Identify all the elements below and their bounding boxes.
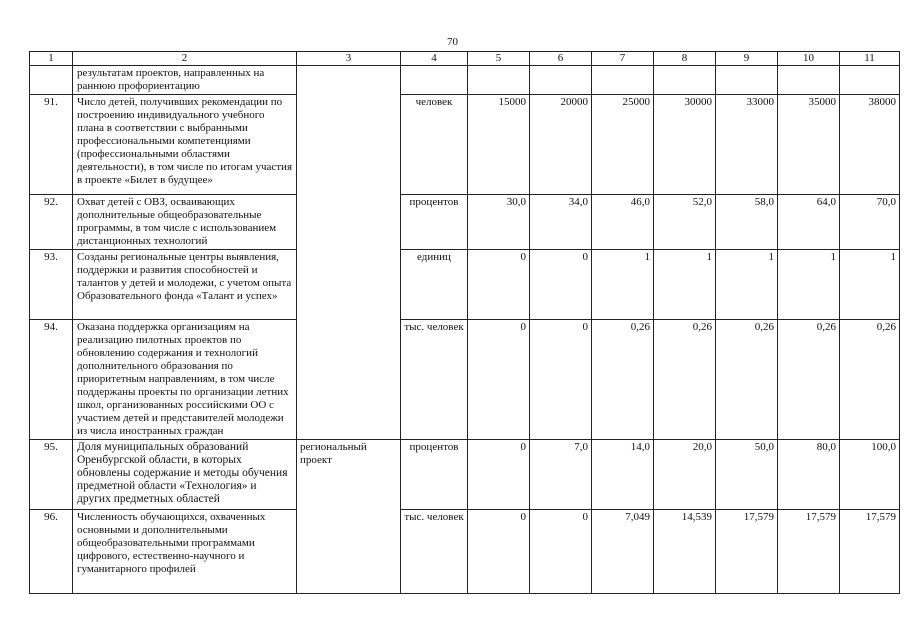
value-cell: 25000 <box>592 95 654 195</box>
description-cell: Доля муниципальных образований Оренбургской области, в которых обновлены содержание и методы обучения предметной области «Технология» и других предметных областей <box>73 440 297 510</box>
value-cell: 0 <box>468 510 530 594</box>
source-cell <box>297 66 401 440</box>
page-number: 70 <box>447 36 458 48</box>
table-row <box>30 95 900 195</box>
value-cell: 7,049 <box>592 510 654 594</box>
value-cell: 0,26 <box>778 320 840 440</box>
value-cell: 46,0 <box>592 195 654 250</box>
value-cell: 0 <box>530 320 592 440</box>
value-cell: 0,26 <box>840 320 900 440</box>
header-cell: 3 <box>297 52 401 66</box>
value-cell: 20,0 <box>654 440 716 510</box>
header-cell: 2 <box>73 52 297 66</box>
value-cell: 14,539 <box>654 510 716 594</box>
value-cell: 20000 <box>530 95 592 195</box>
description-cell: Оказана поддержка организациям на реализацию пилотных проектов по обновлению содержания и технологий дополнительного образования по приоритетным направлениям, в том числе поддержаны проекты по организации летних школ, организованных российскими ОО с участием детей и представителей молодежи из числа иностранных граждан <box>73 320 297 440</box>
value-cell: 1 <box>840 250 900 320</box>
header-cell: 10 <box>778 52 840 66</box>
value-cell <box>468 66 530 95</box>
header-cell: 11 <box>840 52 900 66</box>
value-cell: 80,0 <box>778 440 840 510</box>
value-cell <box>592 66 654 95</box>
value-cell: 30,0 <box>468 195 530 250</box>
unit-cell <box>401 66 468 95</box>
value-cell: 17,579 <box>840 510 900 594</box>
value-cell: 7,0 <box>530 440 592 510</box>
value-cell: 64,0 <box>778 195 840 250</box>
value-cell: 70,0 <box>840 195 900 250</box>
value-cell: 1 <box>716 250 778 320</box>
value-cell <box>840 66 900 95</box>
description-cell: Созданы региональные центры выявления, поддержки и развития способностей и талантов у детей и молодежи, с учетом опыта Образовательного фонда «Талант и успех» <box>73 250 297 320</box>
source-cell: региональный проект <box>297 440 401 594</box>
value-cell: 17,579 <box>716 510 778 594</box>
header-cell: 1 <box>30 52 73 66</box>
header-cell: 8 <box>654 52 716 66</box>
description-cell: результатам проектов, направленных на раннюю профориентацию <box>73 66 297 95</box>
value-cell: 58,0 <box>716 195 778 250</box>
indicator-table <box>29 51 900 594</box>
value-cell: 52,0 <box>654 195 716 250</box>
header-row <box>30 52 900 66</box>
header-cell: 5 <box>468 52 530 66</box>
value-cell <box>778 66 840 95</box>
table-row <box>30 195 900 250</box>
description-cell: Число детей, получивших рекомендации по построению индивидуального учебного плана в соответствии с выбранными профессиональными компетенциями (профессиональными областями деятельности), в том числе по итогам участия в проекте «Билет в будущее» <box>73 95 297 195</box>
header-cell: 6 <box>530 52 592 66</box>
header-cell: 9 <box>716 52 778 66</box>
value-cell: 1 <box>778 250 840 320</box>
index-cell: 94. <box>30 320 73 440</box>
value-cell: 33000 <box>716 95 778 195</box>
description-cell: Численность обучающихся, охваченных основными и дополнительными общеобразовательными программами цифрового, естественно-научного и гуманитарного профилей <box>73 510 297 594</box>
value-cell: 1 <box>592 250 654 320</box>
unit-cell: тыс. человек <box>401 320 468 440</box>
value-cell: 0 <box>468 320 530 440</box>
unit-cell: процентов <box>401 440 468 510</box>
index-cell: 96. <box>30 510 73 594</box>
value-cell <box>716 66 778 95</box>
index-cell: 95. <box>30 440 73 510</box>
value-cell: 0 <box>468 250 530 320</box>
description-cell: Охват детей с ОВЗ, осваивающих дополнительные общеобразовательные программы, в том числе с использованием дистанционных технологий <box>73 195 297 250</box>
value-cell <box>530 66 592 95</box>
header-cell: 7 <box>592 52 654 66</box>
value-cell: 35000 <box>778 95 840 195</box>
table-row <box>30 66 900 95</box>
unit-cell: процентов <box>401 195 468 250</box>
table-row <box>30 440 900 510</box>
value-cell: 0 <box>468 440 530 510</box>
value-cell: 100,0 <box>840 440 900 510</box>
header-cell: 4 <box>401 52 468 66</box>
table-row <box>30 250 900 320</box>
value-cell: 0,26 <box>592 320 654 440</box>
value-cell: 0,26 <box>716 320 778 440</box>
value-cell: 30000 <box>654 95 716 195</box>
unit-cell: тыс. человек <box>401 510 468 594</box>
value-cell: 38000 <box>840 95 900 195</box>
index-cell: 92. <box>30 195 73 250</box>
table-row <box>30 320 900 440</box>
unit-cell: единиц <box>401 250 468 320</box>
value-cell: 0 <box>530 510 592 594</box>
value-cell: 15000 <box>468 95 530 195</box>
index-cell <box>30 66 73 95</box>
index-cell: 91. <box>30 95 73 195</box>
value-cell: 34,0 <box>530 195 592 250</box>
value-cell: 50,0 <box>716 440 778 510</box>
value-cell: 0 <box>530 250 592 320</box>
index-cell: 93. <box>30 250 73 320</box>
value-cell <box>654 66 716 95</box>
value-cell: 14,0 <box>592 440 654 510</box>
table-row <box>30 510 900 594</box>
value-cell: 1 <box>654 250 716 320</box>
unit-cell: человек <box>401 95 468 195</box>
value-cell: 17,579 <box>778 510 840 594</box>
value-cell: 0,26 <box>654 320 716 440</box>
